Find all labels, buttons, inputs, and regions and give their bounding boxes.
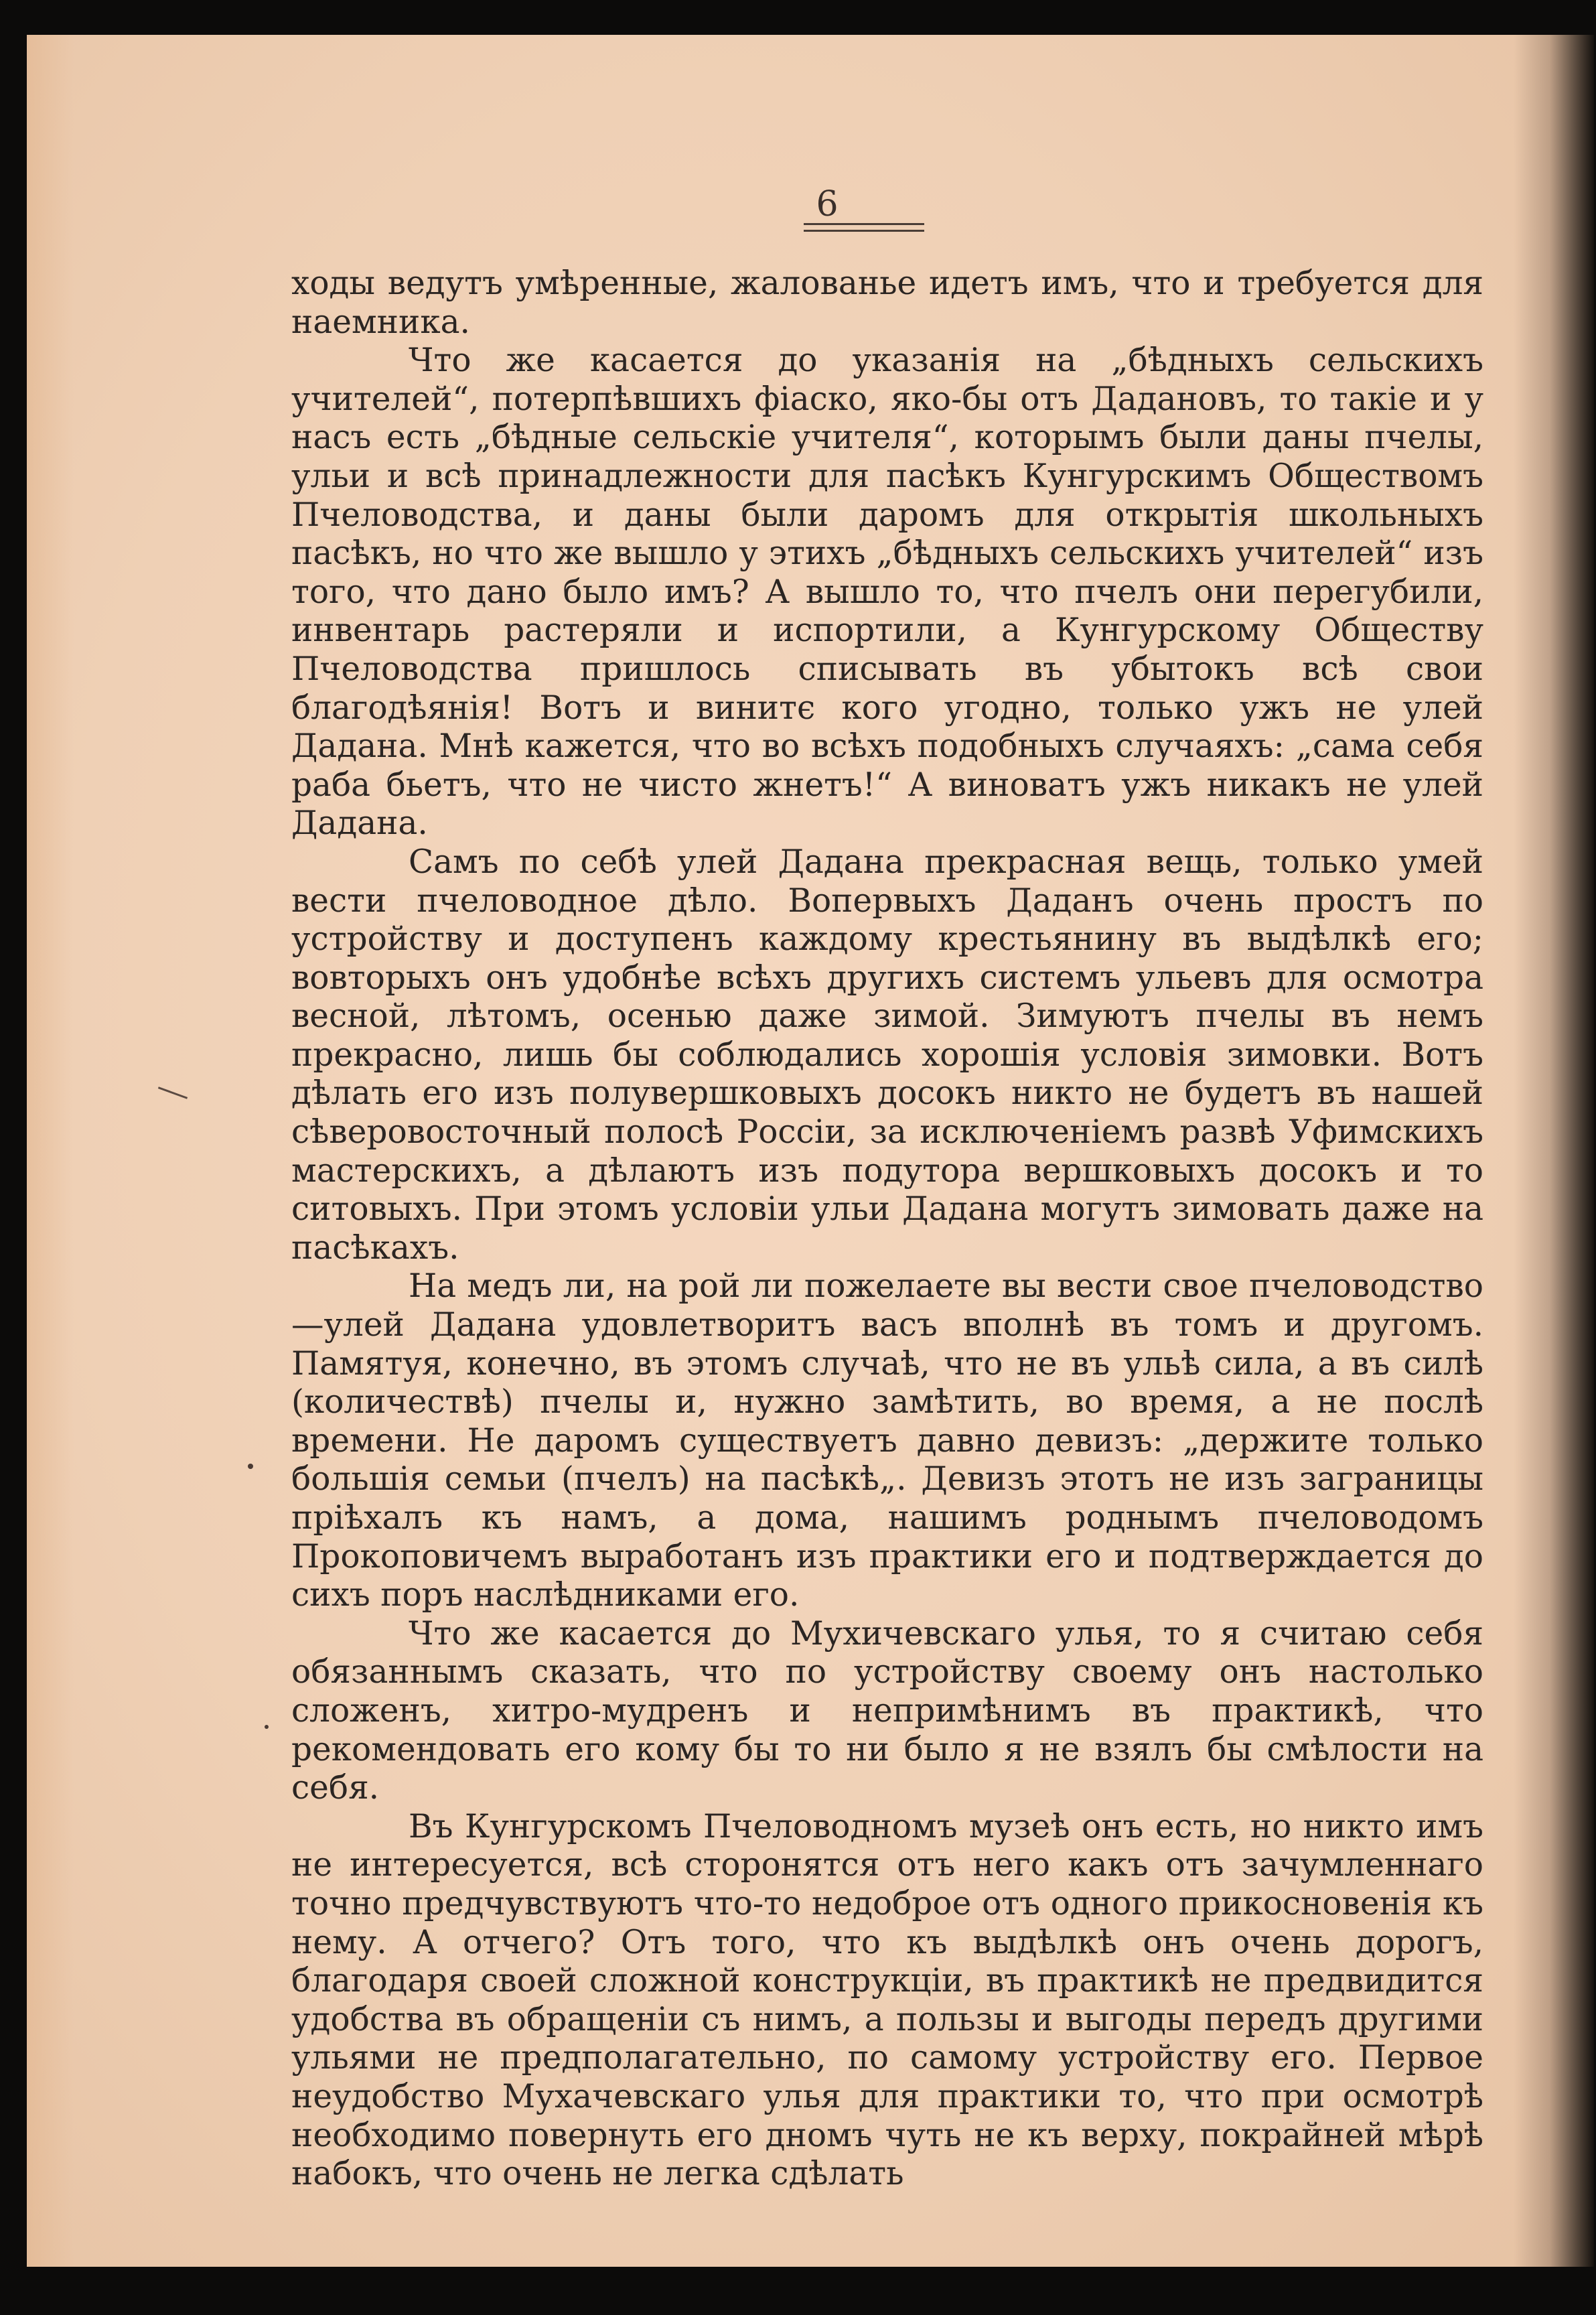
ink-speck (248, 1464, 253, 1469)
header-rule-top (804, 223, 924, 225)
paragraph-dadan-hive: Самъ по себѣ улей Дадана прекрасная вещь, только умей вести пчеловодное дѣло. Вопервыхъ Даданъ очень простъ по устройству и доступенъ каждому крестьянину въ выдѣлкѣ его; вовторыхъ онъ удобнѣе всѣхъ другихъ системъ ульевъ для осмотра весной, лѣтомъ, осенью даже зимой. Зимуютъ пчелы въ немъ прекрасно, лишь бы соблюдались хорошія условія зимовки. Вотъ дѣлать его изъ полувершковыхъ досокъ никто не будетъ въ нашей сѣверовосточный полосѣ Россіи, за исключеніемъ развѣ Уфимскихъ мастерскихъ, а дѣлаютъ изъ подутора вершковыхъ досокъ и то ситовыхъ. При этомъ условіи ульи Дадана могутъ зимовать даже на пасѣкахъ. (291, 843, 1483, 1267)
paragraph-mukhichev-hive: Что же касается до Мухичевскаго улья, то я считаю себя обязаннымъ сказать, что по устройству своему онъ настолько сложенъ, хитро-мудренъ и непримѣнимъ въ практикѣ, что рекомендовать его кому бы то ни было я не взялъ бы смѣлости на себя. (291, 1614, 1483, 1807)
paragraph-kungur-museum: Въ Кунгурскомъ Пчеловодномъ музеѣ онъ есть, но никто имъ не интересуется, всѣ сторонятся отъ него какъ отъ зачумленнаго точно предчувствуютъ что-то недоброе отъ одного прикосновенія къ нему. А отчего? Отъ того, что къ выдѣлкѣ онъ очень дорогъ, благодаря своей сложной конструкціи, въ практикѣ не предвидится удобства въ обращеніи съ нимъ, а пользы и выгоды передъ другими ульями не предполагательно, по самому устройству его. Первое неудобство Мухачевскаго улья для практики то, что при осмотрѣ необходимо повернуть его дномъ чуть не къ верху, покрайней мѣрѣ набокъ, что очень не легка сдѣлать (291, 1807, 1483, 2193)
paragraph-honey-or-swarm: На медъ ли, на рой ли пожелаете вы вести свое пчеловодство—улей Дадана удовлетворитъ васъ вполнѣ въ томъ и другомъ. Памятуя, конечно, въ этомъ случаѣ, что не въ ульѣ сила, а въ силѣ (количествѣ) пчелы и, нужно замѣтить, во время, а не послѣ времени. Не даромъ существуетъ давно девизъ: „держите только большія семьи (пчелъ) на пасѣкѣ„. Девизъ этотъ не изъ заграницы пріѣхалъ къ намъ, а дома, нашимъ роднымъ пчеловодомъ Прокоповичемъ выработанъ изъ практики его и подтверждается до сихъ поръ наслѣдниками его. (291, 1267, 1483, 1614)
book-gutter-shadow (1514, 35, 1594, 2267)
paragraph-poor-teachers: Что же касается до указанія на „бѣдныхъ сельскихъ учителей“, потерпѣвшихъ фіаско, яко-бы отъ Дадановъ, то такіе и у насъ есть „бѣдные сельскіе учителя“, которымъ были даны пчелы, ульи и всѣ принадлежности для пасѣкъ Кунгурскимъ Обществомъ Пчеловодства, и даны были даромъ для открытія школьныхъ пасѣкъ, но что же вышло у этихъ „бѣдныхъ сельскихъ учителей“ изъ того, что дано было имъ? А вышло то, что пчелъ они перегубили, инвентарь растеряли и испортили, а Кунгурскому Обществу Пчеловодства пришлось списывать въ убытокъ всѣ свои благодѣянія! Вотъ и винитє кого угодно, только ужъ не улей Дадана. Мнѣ кажется, что во всѣхъ подобныхъ случаяхъ: „сама себя раба бьетъ, что не чисто жнетъ!“ А виноватъ ужъ никакъ не улей Дадана. (291, 342, 1483, 843)
ink-speck (265, 1725, 269, 1729)
header-rule-bottom (804, 230, 924, 232)
body-text (291, 265, 1483, 2194)
paper-tint (27, 35, 74, 2267)
paragraph-continuation: ходы ведутъ умѣренные, жалованье идетъ имъ, что и требуется для наемника. (291, 265, 1483, 341)
page-number: 6 (816, 184, 839, 224)
